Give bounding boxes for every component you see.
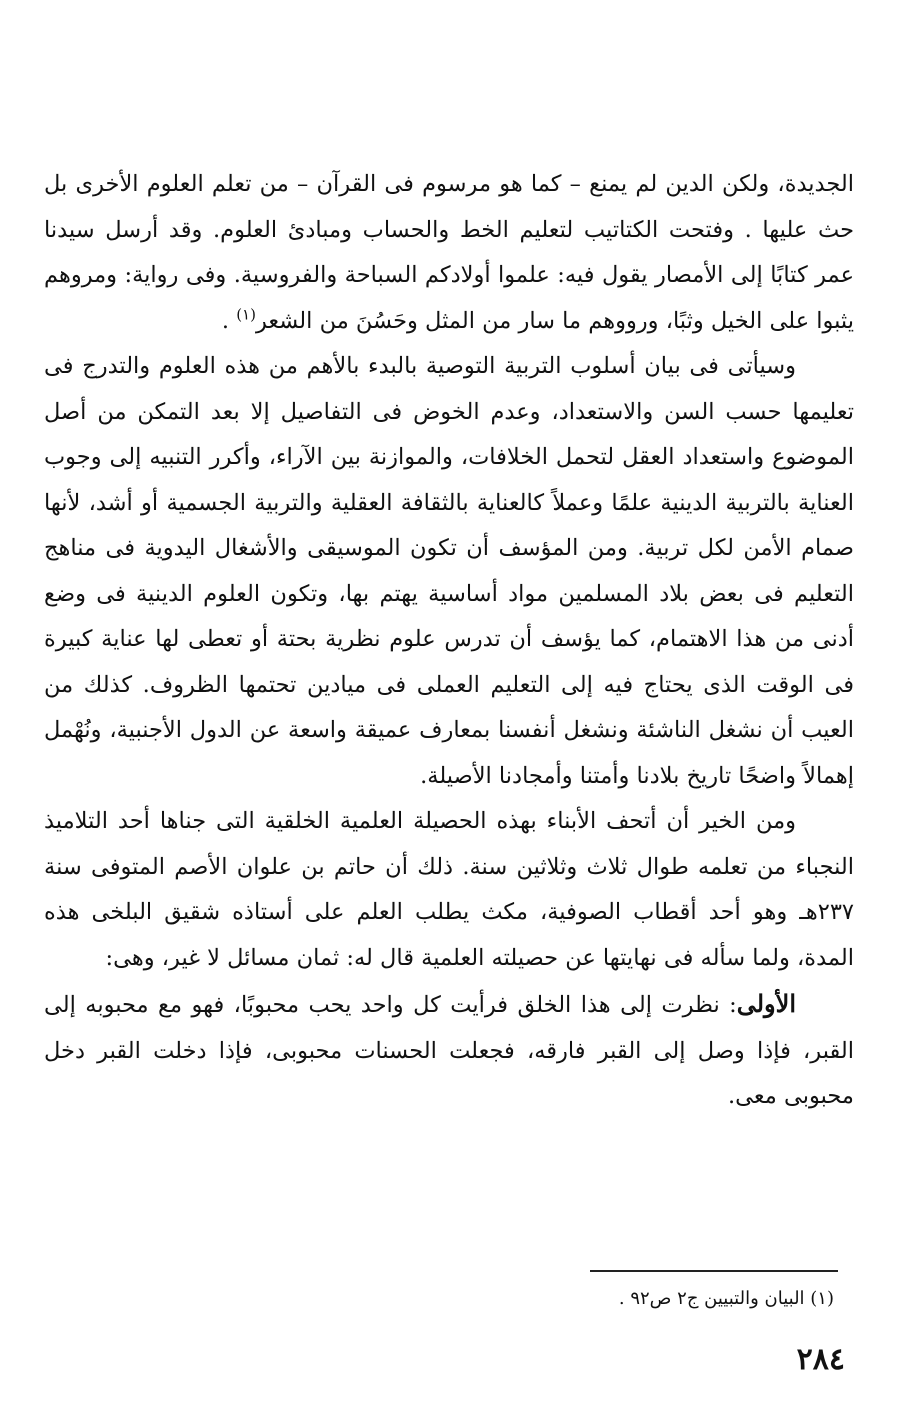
paragraph-4 [44, 981, 854, 1120]
main-text [44, 162, 854, 1120]
footnote-reference: (١) [236, 305, 256, 323]
paragraph-text: وسيأتى فى بيان أسلوب التربية التوصية بالبدء بالأهم من هذه العلوم والتدرج فى تعليمها حسب السن والاستعداد، وعدم الخوض فى التفاصيل إلا بعد التمكن من أصل الموضوع واستعداد العقل لتحمل الخلافات، والموازنة بين الآراء، وأكرر التنبيه إلى وجوب العناية بالتربية الدينية علمًا وعملاً كالعناية بالثقافة العقلية والتربية الجسمية أو أشد، لأنها صمام الأمن لكل تربية. ومن المؤسف أن تكون الموسيقى والأشغال اليدوية فى مناهج التعليم فى بعض بلاد المسلمين مواد أساسية يهتم بها، وتكون العلوم الدينية فى وضع أدنى من هذا الاهتمام، كما يؤسف أن تدرس علوم نظرية بحتة أو تعطى لها عناية كبيرة فى الوقت الذى يحتاج فيه إلى التعليم العملى فى ميادين تحتمها الظروف. كذلك من العيب أن نشغل الناشئة ونشغل أنفسنا بمعارف عميقة واسعة عن الدول الأجنبية، ونُهْمل إهمالاً واضحًا تاريخ بلادنا وأمتنا وأمجادنا الأصيلة. [44, 353, 854, 789]
paragraph-1 [44, 162, 854, 344]
paragraph-text: الجديدة، ولكن الدين لم يمنع – كما هو مرسوم فى القرآن – من تعلم العلوم الأخرى بل حث عليها . وفتحت الكتاتيب لتعليم الخط والحساب ومبادئ العلوم. وقد أرسل سيدنا عمر كتابًا إلى الأمصار يقول فيه: علموا أولادكم السباحة والفروسية. وفى رواية: ومروهم يثبوا على الخيل وثبًا، ورووهم ما سار من المثل وحَسُنَ من الشعر [44, 171, 854, 334]
paragraph-text: : نظرت إلى هذا الخلق فرأيت كل واحد يحب محبوبًا، فهو مع محبوبه إلى القبر، فإذا وصل إلى القبر فارقه، فجعلت الحسنات محبوبى، فإذا دخلت القبر دخل محبوبى معى. [44, 992, 854, 1109]
page-number: ٢٨٤ [796, 1342, 845, 1377]
paragraph-tail: . [221, 307, 237, 334]
footnote: (١) البيان والتبيين ج٢ ص٩٢ . [618, 1288, 834, 1309]
paragraph-lead-word: الأولى [736, 989, 796, 1018]
paragraph-text: ومن الخير أن أتحف الأبناء بهذه الحصيلة العلمية الخلقية التى جناها أحد التلاميذ النجباء من تعلمه طوال ثلاث وثلاثين سنة. ذلك أن حاتم بن علوان الأصم المتوفى سنة ٢٣٧هـ وهو أحد أقطاب الصوفية، مكث يطلب العلم على أستاذه شقيق البلخى هذه المدة، ولما سأله فى نهايتها عن حصيلته العلمية قال له: ثمان مسائل لا غير، وهى: [44, 808, 854, 971]
paragraph-2 [44, 344, 854, 799]
paragraph-3 [44, 799, 854, 981]
footnote-divider [590, 1270, 838, 1272]
